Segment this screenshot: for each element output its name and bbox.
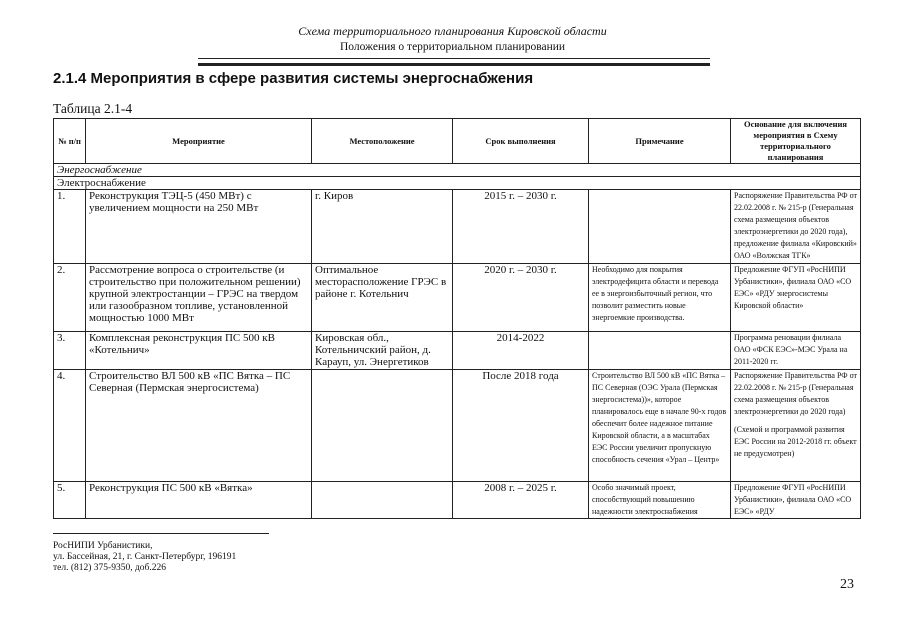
row-number: 5. xyxy=(54,482,86,519)
running-header-title: Схема территориального планирования Кировской области xyxy=(298,24,607,38)
row-location: Кировская обл., Котельничский район, д. Карауп, ул. Энергетиков xyxy=(312,332,453,370)
row-note: Строительство ВЛ 500 кВ «ПС Вятка – ПС Северная (ОЭС Урала (Пермская энергосистема))», которое планировалось еще в начале 90-х годов обеспечит более надежное питание Кировской области, а в масштабах ЕЭС России увеличит пропускную способность сечения «Урал – Центр» xyxy=(589,370,731,482)
column-header-location: Местоположение xyxy=(312,119,453,164)
row-number: 2. xyxy=(54,264,86,332)
row-location: г. Киров xyxy=(312,190,453,264)
table-row xyxy=(54,332,861,370)
row-action: Реконструкция ТЭЦ-5 (450 МВт) с увеличением мощности на 250 МВт xyxy=(86,190,312,264)
running-header-subtitle: Положения о территориальном планировании xyxy=(339,41,566,53)
column-header-note: Примечание xyxy=(589,119,731,164)
measures-table xyxy=(53,118,861,519)
row-action: Реконструкция ПС 500 кВ «Вятка» xyxy=(86,482,312,519)
row-basis: Предложение ФГУП «РосНИПИ Урбанистики», филиала ОАО «СО ЕЭС» «РДУ xyxy=(731,482,861,519)
header-rule-thick xyxy=(198,63,710,66)
row-term: 2014-2022 xyxy=(453,332,589,370)
table-caption: Таблица 2.1-4 xyxy=(53,101,133,116)
subgroup-label-electricity: Электроснабжение xyxy=(54,177,861,190)
row-note xyxy=(589,190,731,264)
row-number: 4. xyxy=(54,370,86,482)
row-term: 2015 г. – 2030 г. xyxy=(453,190,589,264)
row-term: 2008 г. – 2025 г. xyxy=(453,482,589,519)
row-number: 3. xyxy=(54,332,86,370)
footer-rule xyxy=(53,533,269,534)
column-header-basis: Основание для включения мероприятия в Схему территориального планирования xyxy=(731,119,861,164)
row-location xyxy=(312,482,453,519)
section-title: 2.1.4 Мероприятия в сфере развития системы энергоснабжения xyxy=(53,70,534,87)
row-basis-extra: (Схемой и программой развития ЕЭС России на 2012-2018 гг. объект не предусмотрен) xyxy=(734,425,857,458)
row-note: Особо значимый проект, способствующий повышению надежности электроснабжения xyxy=(589,482,731,519)
subgroup-row xyxy=(54,177,861,190)
table-header-row xyxy=(54,119,861,164)
column-header-action: Мероприятие xyxy=(86,119,312,164)
row-location xyxy=(312,370,453,482)
row-action: Строительство ВЛ 500 кВ «ПС Вятка – ПС Северная (Пермская энергосистема) xyxy=(86,370,312,482)
table-row xyxy=(54,264,861,332)
table-row xyxy=(54,370,861,482)
row-action: Комплексная реконструкция ПС 500 кВ «Котельнич» xyxy=(86,332,312,370)
column-header-number: № п/п xyxy=(54,119,86,164)
row-note: Необходимо для покрытия электродефицита области и перевода ее в энергоизбыточный регион, что позволит разместить новые энергоемкие производства. xyxy=(589,264,731,332)
row-note xyxy=(589,332,731,370)
header-rule-thin xyxy=(198,58,710,59)
group-label-energy-supply: Энергоснабжение xyxy=(54,164,861,177)
table-row xyxy=(54,482,861,519)
page-number: 23 xyxy=(840,577,854,592)
row-term: 2020 г. – 2030 г. xyxy=(453,264,589,332)
footer-address: ул. Бассейная, 21, г. Санкт-Петербург, 196191 xyxy=(53,552,237,562)
row-location: Оптимальное месторасположение ГРЭС в районе г. Котельнич xyxy=(312,264,453,332)
footer-phone: тел. (812) 375-9350, доб.226 xyxy=(53,563,167,573)
row-basis: Программа реновации филиала ОАО «ФСК ЕЭС»-МЭС Урала на 2011-2020 гг. xyxy=(731,332,861,370)
footer-org: РосНИПИ Урбанистики, xyxy=(53,541,153,551)
column-header-term: Срок выполнения xyxy=(453,119,589,164)
table-row xyxy=(54,190,861,264)
row-basis-main: Распоряжение Правительства РФ от 22.02.2008 г. № 215-р (Генеральная схема размещения объектов электроэнергетики до 2020 года) xyxy=(734,371,857,416)
row-basis xyxy=(731,370,861,482)
row-action: Рассмотрение вопроса о строительстве (и строительство при положительном решении) крупной электростанции – ГРЭС на твердом или газообразном топливе, установленной мощностью 1000 МВт xyxy=(86,264,312,332)
group-row xyxy=(54,164,861,177)
row-term: После 2018 года xyxy=(453,370,589,482)
row-basis: Предложение ФГУП «РосНИПИ Урбанистики», филиала ОАО «СО ЕЭС» «РДУ энергосистемы Кировской области» xyxy=(731,264,861,332)
row-number: 1. xyxy=(54,190,86,264)
row-basis: Распоряжение Правительства РФ от 22.02.2008 г. № 215-р (Генеральная схема размещения объектов электроэнергетики до 2020 года), предложение филиала «Кировский» ОАО «Волжская ТГК» xyxy=(731,190,861,264)
